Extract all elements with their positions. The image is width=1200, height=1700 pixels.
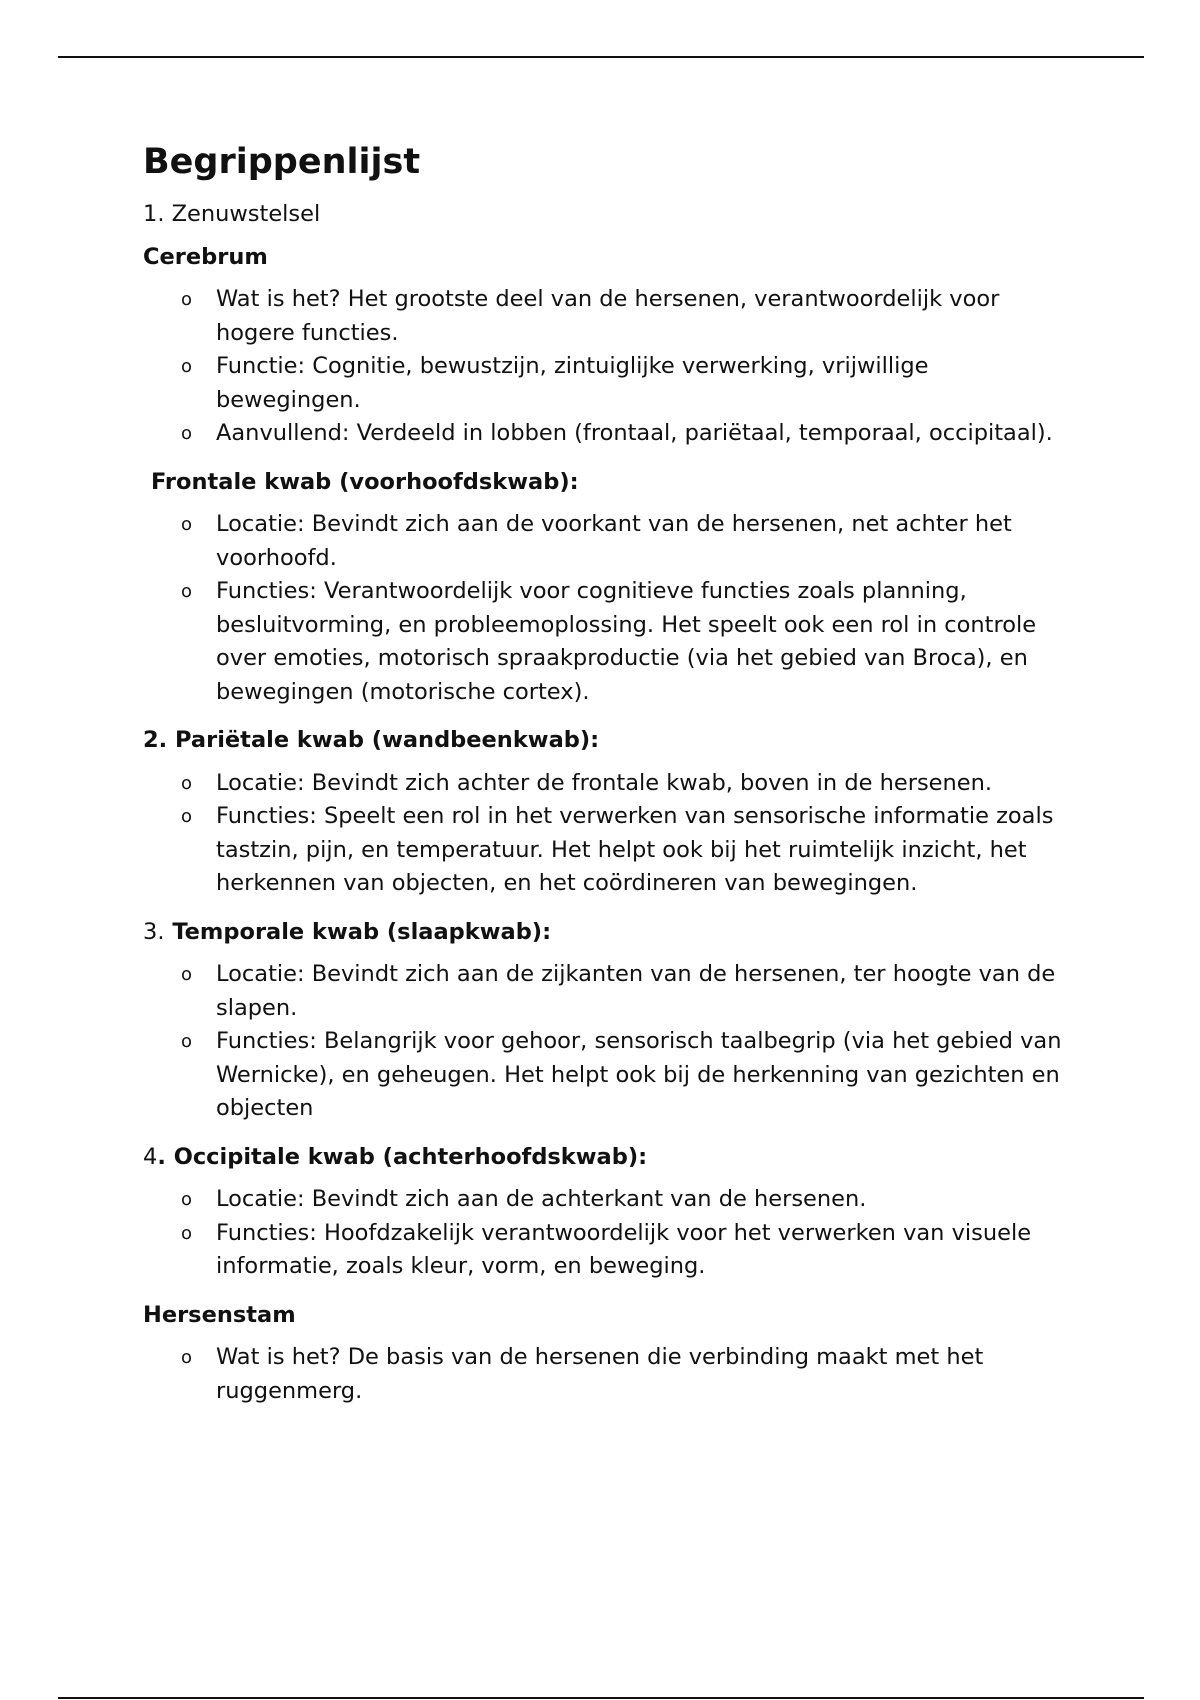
- bullet-circle-icon: o: [181, 581, 193, 602]
- bullet-list-hersenstam: [143, 1341, 1073, 1408]
- bullet-circle-icon: o: [181, 964, 193, 985]
- list-item-text: Locatie: Bevindt zich aan de voorkant van de hersenen, net achter het voorhoofd.: [216, 511, 1012, 571]
- section-heading-temporale-kwab: [143, 916, 1073, 950]
- bullet-circle-icon: o: [181, 514, 193, 535]
- list-item-text: Functies: Verantwoordelijk voor cognitieve functies zoals planning, besluitvorming, en probleemoplossing. Het speelt ook een rol in controle over emoties, motorisch spraakproductie (via het gebied van Broca), en bewegingen (motorische cortex).: [216, 578, 1037, 705]
- list-item-text: Functies: Belangrijk voor gehoor, sensorisch taalbegrip (via het gebied van Wernicke), en geheugen. Het helpt ook bij de herkenning van gezichten en objecten: [216, 1028, 1062, 1121]
- list-item-text: Functie: Cognitie, bewustzijn, zintuiglijke verwerking, vrijwillige bewegingen.: [216, 353, 929, 413]
- section-heading-text: . Occipitale kwab (achterhoofdskwab):: [157, 1143, 648, 1170]
- section-heading-text: Pariëtale kwab (wandbeenkwab):: [175, 727, 600, 753]
- document-body: [143, 138, 1073, 1423]
- bullet-list-parietale-kwab: [143, 767, 1073, 901]
- list-item: [143, 767, 1073, 801]
- bullet-list-cerebrum: [143, 283, 1073, 451]
- chapter-heading: 1. Zenuwstelsel: [143, 201, 321, 227]
- list-item: [143, 350, 1073, 417]
- list-item: [143, 417, 1073, 451]
- list-item: [143, 1183, 1073, 1217]
- list-item: [143, 958, 1073, 1025]
- list-item: [143, 508, 1073, 575]
- list-item-text: Locatie: Bevindt zich aan de achterkant van de hersenen.: [216, 1186, 867, 1212]
- footer-rule: [58, 1697, 1144, 1699]
- section-number: 3.: [143, 918, 165, 945]
- list-item: [143, 1341, 1073, 1408]
- section-heading-hersenstam: [143, 1299, 1073, 1333]
- list-item: [143, 575, 1073, 709]
- section-heading-text: Frontale kwab (voorhoofdskwab):: [151, 468, 579, 495]
- page-title: Begrippenlijst: [143, 142, 421, 182]
- section-heading-frontale-kwab: [143, 466, 1073, 500]
- bullet-circle-icon: o: [181, 356, 193, 377]
- bullet-circle-icon: o: [181, 806, 193, 827]
- bullet-list-occipitale-kwab: [143, 1183, 1073, 1284]
- bullet-list-temporale-kwab: [143, 958, 1073, 1126]
- section-number: 4: [143, 1143, 158, 1170]
- section-heading-text: Hersenstam: [143, 1301, 296, 1328]
- list-item: [143, 283, 1073, 350]
- section-heading-text: Temporale kwab (slaapkwab):: [172, 918, 552, 945]
- list-item-text: Wat is het? De basis van de hersenen die verbinding maakt met het ruggenmerg.: [216, 1344, 984, 1404]
- section-heading-occipitale-kwab: [143, 1141, 1073, 1175]
- bullet-circle-icon: o: [181, 1031, 193, 1052]
- section-heading-parietale-kwab: [143, 724, 1073, 758]
- list-item-text: Functies: Speelt een rol in het verwerken van sensorische informatie zoals tastzin, pijn, en temperatuur. Het helpt ook bij het ruimtelijk inzicht, het herkennen van objecten, en het coördineren van bewegingen.: [216, 803, 1054, 896]
- bullet-circle-icon: o: [181, 423, 193, 444]
- section-heading-text: Cerebrum: [143, 243, 268, 270]
- bullet-circle-icon: o: [181, 1347, 193, 1368]
- bullet-circle-icon: o: [181, 1222, 193, 1244]
- list-item: [143, 800, 1073, 901]
- list-item-text: Functies: Hoofdzakelijk verantwoordelijk voor het verwerken van visuele informatie, zoals kleur, vorm, en beweging.: [216, 1219, 1032, 1279]
- bullet-circle-icon: o: [181, 772, 193, 794]
- header-rule: [58, 56, 1144, 58]
- bullet-circle-icon: o: [181, 289, 193, 310]
- list-item: [143, 1217, 1073, 1284]
- list-item-text: Locatie: Bevindt zich achter de frontale kwab, boven in de hersenen.: [216, 769, 993, 796]
- section-heading-cerebrum: [143, 241, 1073, 275]
- list-item-text: Aanvullend: Verdeeld in lobben (frontaal, pariëtaal, temporaal, occipitaal).: [216, 420, 1053, 446]
- bullet-list-frontale-kwab: [143, 508, 1073, 709]
- list-item-text: Wat is het? Het grootste deel van de hersenen, verantwoordelijk voor hogere functies.: [216, 286, 1000, 346]
- section-number: 2.: [143, 727, 168, 753]
- bullet-circle-icon: o: [181, 1189, 193, 1210]
- list-item-text: Locatie: Bevindt zich aan de zijkanten van de hersenen, ter hoogte van de slapen.: [216, 961, 1056, 1021]
- list-item: [143, 1025, 1073, 1126]
